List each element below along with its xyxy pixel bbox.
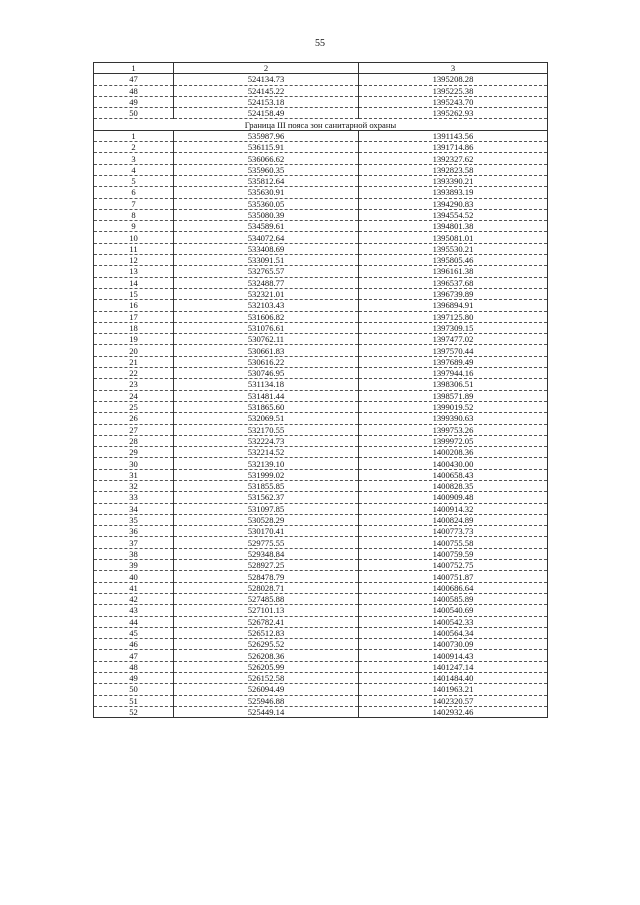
x-coordinate-cell: 531999.02 — [174, 469, 359, 480]
point-number-cell: 42 — [94, 593, 174, 604]
y-coordinate-cell: 1400914.32 — [359, 503, 548, 514]
header-col-2: 2 — [174, 63, 359, 74]
y-coordinate-cell: 1397570.44 — [359, 345, 548, 356]
y-coordinate-cell: 1400430.00 — [359, 458, 548, 469]
point-number-cell: 36 — [94, 526, 174, 537]
point-number-cell: 40 — [94, 571, 174, 582]
point-number-cell: 14 — [94, 277, 174, 288]
table-row — [94, 616, 548, 627]
table-row — [94, 684, 548, 695]
point-number-cell: 51 — [94, 695, 174, 706]
x-coordinate-cell: 535960.35 — [174, 164, 359, 175]
y-coordinate-cell: 1395225.38 — [359, 85, 548, 96]
point-number-cell: 23 — [94, 379, 174, 390]
point-number-cell: 30 — [94, 458, 174, 469]
x-coordinate-cell: 526094.49 — [174, 684, 359, 695]
x-coordinate-cell: 530762.11 — [174, 334, 359, 345]
x-coordinate-cell: 524134.73 — [174, 74, 359, 85]
section-title-row — [94, 119, 548, 130]
point-number-cell: 3 — [94, 153, 174, 164]
point-number-cell: 33 — [94, 492, 174, 503]
table-row — [94, 379, 548, 390]
point-number-cell: 48 — [94, 85, 174, 96]
y-coordinate-cell: 1397689.49 — [359, 356, 548, 367]
x-coordinate-cell: 529348.84 — [174, 548, 359, 559]
point-number-cell: 22 — [94, 368, 174, 379]
y-coordinate-cell: 1400909.48 — [359, 492, 548, 503]
y-coordinate-cell: 1395262.93 — [359, 108, 548, 119]
point-number-cell: 52 — [94, 706, 174, 717]
point-number-cell: 39 — [94, 560, 174, 571]
x-coordinate-cell: 532214.52 — [174, 447, 359, 458]
table-row — [94, 221, 548, 232]
x-coordinate-cell: 527485.88 — [174, 593, 359, 604]
x-coordinate-cell: 535360.05 — [174, 198, 359, 209]
y-coordinate-cell: 1400542.33 — [359, 616, 548, 627]
point-number-cell: 19 — [94, 334, 174, 345]
x-coordinate-cell: 528478.79 — [174, 571, 359, 582]
x-coordinate-cell: 535812.64 — [174, 175, 359, 186]
point-number-cell: 49 — [94, 96, 174, 107]
table-row — [94, 695, 548, 706]
x-coordinate-cell: 524153.18 — [174, 96, 359, 107]
x-coordinate-cell: 527101.13 — [174, 605, 359, 616]
header-col-1: 1 — [94, 63, 174, 74]
y-coordinate-cell: 1396739.89 — [359, 288, 548, 299]
table-row — [94, 74, 548, 85]
table-row — [94, 255, 548, 266]
point-number-cell: 25 — [94, 401, 174, 412]
table-row — [94, 209, 548, 220]
point-number-cell: 48 — [94, 661, 174, 672]
table-row — [94, 334, 548, 345]
table-row — [94, 187, 548, 198]
table-row — [94, 142, 548, 153]
y-coordinate-cell: 1400751.87 — [359, 571, 548, 582]
point-number-cell: 12 — [94, 255, 174, 266]
point-number-cell: 34 — [94, 503, 174, 514]
table-row — [94, 661, 548, 672]
point-number-cell: 24 — [94, 390, 174, 401]
x-coordinate-cell: 532488.77 — [174, 277, 359, 288]
point-number-cell: 47 — [94, 74, 174, 85]
x-coordinate-cell: 530661.83 — [174, 345, 359, 356]
y-coordinate-cell: 1400755.58 — [359, 537, 548, 548]
y-coordinate-cell: 1399972.05 — [359, 435, 548, 446]
table-row — [94, 345, 548, 356]
x-coordinate-cell: 528028.71 — [174, 582, 359, 593]
table-header-row — [94, 63, 548, 74]
x-coordinate-cell: 530170.41 — [174, 526, 359, 537]
point-number-cell: 49 — [94, 673, 174, 684]
table-row — [94, 458, 548, 469]
table-row — [94, 356, 548, 367]
x-coordinate-cell: 534589.61 — [174, 221, 359, 232]
table-row — [94, 514, 548, 525]
x-coordinate-cell: 532069.51 — [174, 413, 359, 424]
y-coordinate-cell: 1402320.57 — [359, 695, 548, 706]
y-coordinate-cell: 1400730.09 — [359, 639, 548, 650]
y-coordinate-cell: 1394290.83 — [359, 198, 548, 209]
point-number-cell: 27 — [94, 424, 174, 435]
table-row — [94, 650, 548, 661]
point-number-cell: 28 — [94, 435, 174, 446]
table-row — [94, 571, 548, 582]
table-row — [94, 85, 548, 96]
x-coordinate-cell: 530746.95 — [174, 368, 359, 379]
x-coordinate-cell: 534072.64 — [174, 232, 359, 243]
point-number-cell: 31 — [94, 469, 174, 480]
x-coordinate-cell: 530616.22 — [174, 356, 359, 367]
x-coordinate-cell: 531076.61 — [174, 322, 359, 333]
x-coordinate-cell: 525946.88 — [174, 695, 359, 706]
table-row — [94, 673, 548, 684]
point-number-cell: 41 — [94, 582, 174, 593]
x-coordinate-cell: 532139.10 — [174, 458, 359, 469]
x-coordinate-cell: 526295.52 — [174, 639, 359, 650]
y-coordinate-cell: 1398571.89 — [359, 390, 548, 401]
y-coordinate-cell: 1399390.63 — [359, 413, 548, 424]
coordinates-table — [93, 62, 548, 718]
point-number-cell: 2 — [94, 142, 174, 153]
y-coordinate-cell: 1401247.14 — [359, 661, 548, 672]
table-row — [94, 288, 548, 299]
table-row — [94, 492, 548, 503]
x-coordinate-cell: 531134.18 — [174, 379, 359, 390]
point-number-cell: 4 — [94, 164, 174, 175]
y-coordinate-cell: 1397477.02 — [359, 334, 548, 345]
x-coordinate-cell: 526512.83 — [174, 627, 359, 638]
point-number-cell: 32 — [94, 480, 174, 491]
point-number-cell: 21 — [94, 356, 174, 367]
x-coordinate-cell: 528927.25 — [174, 560, 359, 571]
point-number-cell: 17 — [94, 311, 174, 322]
table-row — [94, 96, 548, 107]
x-coordinate-cell: 524145.22 — [174, 85, 359, 96]
point-number-cell: 5 — [94, 175, 174, 186]
y-coordinate-cell: 1394554.52 — [359, 209, 548, 220]
table-row — [94, 593, 548, 604]
x-coordinate-cell: 532103.43 — [174, 300, 359, 311]
point-number-cell: 16 — [94, 300, 174, 311]
y-coordinate-cell: 1391714.86 — [359, 142, 548, 153]
y-coordinate-cell: 1400540.69 — [359, 605, 548, 616]
point-number-cell: 15 — [94, 288, 174, 299]
y-coordinate-cell: 1393390.21 — [359, 175, 548, 186]
point-number-cell: 35 — [94, 514, 174, 525]
point-number-cell: 46 — [94, 639, 174, 650]
table-row — [94, 311, 548, 322]
table-row — [94, 175, 548, 186]
table-row — [94, 153, 548, 164]
point-number-cell: 37 — [94, 537, 174, 548]
y-coordinate-cell: 1401484.40 — [359, 673, 548, 684]
y-coordinate-cell: 1399753.26 — [359, 424, 548, 435]
y-coordinate-cell: 1397944.16 — [359, 368, 548, 379]
table-row — [94, 548, 548, 559]
x-coordinate-cell: 530528.29 — [174, 514, 359, 525]
y-coordinate-cell: 1397125.80 — [359, 311, 548, 322]
x-coordinate-cell: 535630.91 — [174, 187, 359, 198]
y-coordinate-cell: 1400914.43 — [359, 650, 548, 661]
x-coordinate-cell: 525449.14 — [174, 706, 359, 717]
x-coordinate-cell: 535080.39 — [174, 209, 359, 220]
y-coordinate-cell: 1402932.46 — [359, 706, 548, 717]
coordinates-table-body — [94, 63, 548, 718]
table-row — [94, 300, 548, 311]
x-coordinate-cell: 532765.57 — [174, 266, 359, 277]
x-coordinate-cell: 531481.44 — [174, 390, 359, 401]
table-row — [94, 639, 548, 650]
x-coordinate-cell: 531097.85 — [174, 503, 359, 514]
table-row — [94, 198, 548, 209]
y-coordinate-cell: 1398306.51 — [359, 379, 548, 390]
y-coordinate-cell: 1396537.68 — [359, 277, 548, 288]
table-row — [94, 108, 548, 119]
table-row — [94, 435, 548, 446]
y-coordinate-cell: 1400828.35 — [359, 480, 548, 491]
point-number-cell: 10 — [94, 232, 174, 243]
table-row — [94, 277, 548, 288]
y-coordinate-cell: 1395530.21 — [359, 243, 548, 254]
table-row — [94, 526, 548, 537]
y-coordinate-cell: 1400752.75 — [359, 560, 548, 571]
table-row — [94, 582, 548, 593]
y-coordinate-cell: 1400658.43 — [359, 469, 548, 480]
point-number-cell: 8 — [94, 209, 174, 220]
table-row — [94, 560, 548, 571]
x-coordinate-cell: 526782.41 — [174, 616, 359, 627]
y-coordinate-cell: 1395243.70 — [359, 96, 548, 107]
page-number: 55 — [315, 38, 325, 49]
x-coordinate-cell: 531865.60 — [174, 401, 359, 412]
point-number-cell: 6 — [94, 187, 174, 198]
point-number-cell: 50 — [94, 684, 174, 695]
point-number-cell: 9 — [94, 221, 174, 232]
table-row — [94, 503, 548, 514]
x-coordinate-cell: 532170.55 — [174, 424, 359, 435]
y-coordinate-cell: 1400208.36 — [359, 447, 548, 458]
table-row — [94, 537, 548, 548]
y-coordinate-cell: 1399019.52 — [359, 401, 548, 412]
x-coordinate-cell: 532321.01 — [174, 288, 359, 299]
y-coordinate-cell: 1400585.89 — [359, 593, 548, 604]
x-coordinate-cell: 531606.82 — [174, 311, 359, 322]
table-row — [94, 447, 548, 458]
y-coordinate-cell: 1395208.28 — [359, 74, 548, 85]
point-number-cell: 18 — [94, 322, 174, 333]
y-coordinate-cell: 1395805.46 — [359, 255, 548, 266]
point-number-cell: 44 — [94, 616, 174, 627]
x-coordinate-cell: 533091.51 — [174, 255, 359, 266]
x-coordinate-cell: 526208.36 — [174, 650, 359, 661]
table-row — [94, 480, 548, 491]
table-row — [94, 322, 548, 333]
section-title: Граница III пояса зон санитарной охраны — [94, 119, 548, 130]
table-row — [94, 164, 548, 175]
table-row — [94, 266, 548, 277]
point-number-cell: 13 — [94, 266, 174, 277]
x-coordinate-cell: 526205.99 — [174, 661, 359, 672]
x-coordinate-cell: 533408.69 — [174, 243, 359, 254]
point-number-cell: 43 — [94, 605, 174, 616]
point-number-cell: 29 — [94, 447, 174, 458]
y-coordinate-cell: 1400759.59 — [359, 548, 548, 559]
point-number-cell: 20 — [94, 345, 174, 356]
x-coordinate-cell: 535987.96 — [174, 130, 359, 141]
table-row — [94, 243, 548, 254]
y-coordinate-cell: 1392823.58 — [359, 164, 548, 175]
y-coordinate-cell: 1395081.01 — [359, 232, 548, 243]
y-coordinate-cell: 1396161.38 — [359, 266, 548, 277]
table-row — [94, 368, 548, 379]
point-number-cell: 50 — [94, 108, 174, 119]
table-row — [94, 390, 548, 401]
y-coordinate-cell: 1400773.73 — [359, 526, 548, 537]
point-number-cell: 7 — [94, 198, 174, 209]
header-col-3: 3 — [359, 63, 548, 74]
table-row — [94, 627, 548, 638]
y-coordinate-cell: 1393893.19 — [359, 187, 548, 198]
table-row — [94, 424, 548, 435]
y-coordinate-cell: 1397309.15 — [359, 322, 548, 333]
y-coordinate-cell: 1396894.91 — [359, 300, 548, 311]
point-number-cell: 45 — [94, 627, 174, 638]
table-row — [94, 413, 548, 424]
y-coordinate-cell: 1401963.21 — [359, 684, 548, 695]
table-row — [94, 706, 548, 717]
table-row — [94, 605, 548, 616]
table-row — [94, 401, 548, 412]
x-coordinate-cell: 531855.85 — [174, 480, 359, 491]
point-number-cell: 38 — [94, 548, 174, 559]
x-coordinate-cell: 536066.62 — [174, 153, 359, 164]
table-row — [94, 130, 548, 141]
y-coordinate-cell: 1394801.38 — [359, 221, 548, 232]
x-coordinate-cell: 531562.37 — [174, 492, 359, 503]
x-coordinate-cell: 524158.49 — [174, 108, 359, 119]
y-coordinate-cell: 1392327.62 — [359, 153, 548, 164]
point-number-cell: 26 — [94, 413, 174, 424]
table-row — [94, 232, 548, 243]
x-coordinate-cell: 526152.58 — [174, 673, 359, 684]
x-coordinate-cell: 536115.91 — [174, 142, 359, 153]
x-coordinate-cell: 532224.73 — [174, 435, 359, 446]
point-number-cell: 1 — [94, 130, 174, 141]
point-number-cell: 47 — [94, 650, 174, 661]
table-row — [94, 469, 548, 480]
point-number-cell: 11 — [94, 243, 174, 254]
x-coordinate-cell: 529775.55 — [174, 537, 359, 548]
y-coordinate-cell: 1400824.89 — [359, 514, 548, 525]
y-coordinate-cell: 1391143.56 — [359, 130, 548, 141]
y-coordinate-cell: 1400564.34 — [359, 627, 548, 638]
y-coordinate-cell: 1400686.64 — [359, 582, 548, 593]
